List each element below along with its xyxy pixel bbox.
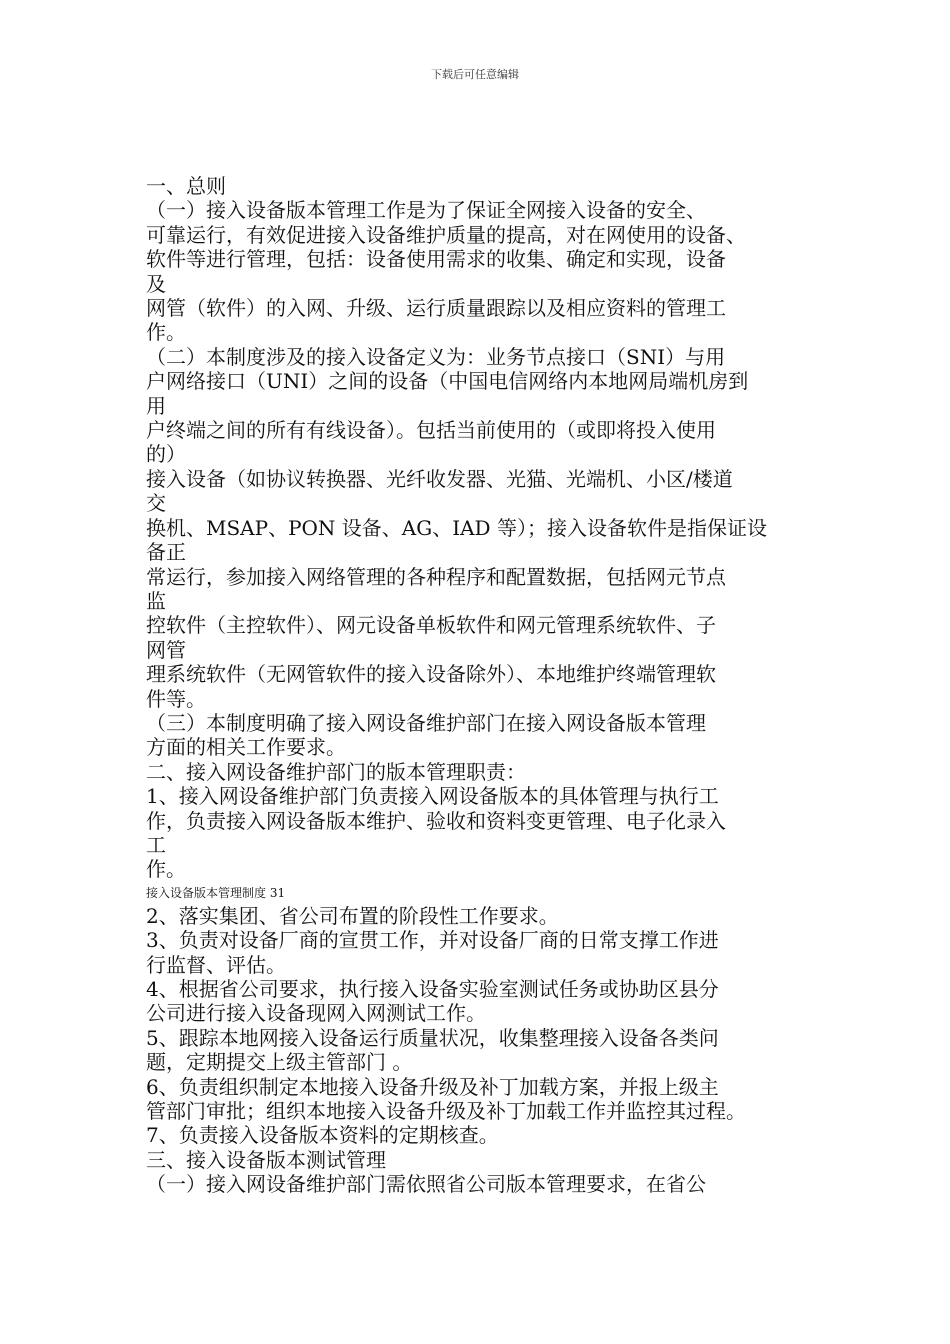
text-line: 2、落实集团、省公司布置的阶段性工作要求。 (146, 903, 559, 928)
page-header: 下载后可任意编辑 (431, 68, 519, 81)
text-line: 监 (146, 588, 166, 613)
text-line: 交 (146, 491, 166, 516)
text-line: （一）接入设备版本管理工作是为了保证全网接入设备的安全、 (146, 198, 706, 223)
text-line: 可靠运行，有效促进接入设备维护质量的提高，对在网使用的设备、 (146, 222, 746, 247)
text-line: 二、接入网设备维护部门的版本管理职责： (146, 759, 526, 784)
text-line: 工 (146, 832, 166, 857)
text-line: 网管 (146, 637, 186, 662)
text-line: 的） (146, 442, 186, 467)
text-line: 作。 (146, 857, 186, 882)
text-line: 件等。 (146, 686, 206, 711)
text-line: 户网络接口（UNI）之间的设备（中国电信网络内本地网局端机房到 (146, 369, 749, 394)
text-line: 一、总则 (146, 174, 226, 198)
text-line: 户终端之间的所有有线设备）。包括当前使用的（或即将投入使用 (146, 418, 716, 443)
text-line: 4、根据省公司要求，执行接入设备实验室测试任务或协助区县分 (146, 977, 719, 1001)
document-body (146, 174, 814, 1197)
text-line: （一）接入网设备维护部门需依照省公司版本管理要求，在省公 (146, 1172, 706, 1197)
text-line: 理系统软件（无网管软件的接入设备除外）、本地维护终端管理软 (146, 662, 716, 687)
text-line: 控软件（主控软件）、网元设备单板软件和网元管理系统软件、子 (146, 613, 716, 638)
text-line: 作，负责接入网设备版本维护、验收和资料变更管理、电子化录入 (146, 808, 726, 833)
text-line: 软件等进行管理，包括：设备使用需求的收集、确定和实现，设备 (146, 247, 726, 272)
text-line: 网管（软件）的入网、升级、运行质量跟踪以及相应资料的管理工 (146, 296, 726, 321)
text-line: 三、接入设备版本测试管理 (146, 1147, 386, 1172)
text-line: 常运行，参加接入网络管理的各种程序和配置数据，包括网元节点 (146, 564, 726, 589)
text-line: 5、跟踪本地网接入设备运行质量状况，收集整理接入设备各类问 (146, 1025, 719, 1050)
text-line: 用 (146, 393, 166, 418)
text-line: 接入设备（如协议转换器、光纤收发器、光猫、光端机、小区/楼道 (146, 466, 733, 491)
page-footer: 接入设备版本管理制度 31 (146, 885, 286, 900)
text-line: （三）本制度明确了接入网设备维护部门在接入网设备版本管理 (146, 710, 706, 735)
text-line: 3、负责对设备厂商的宣贯工作，并对设备厂商的日常支撑工作进 (146, 928, 719, 953)
text-line: 管部门审批；组织本地接入设备升级及补丁加载工作并监控其过程。 (146, 1099, 746, 1124)
text-line: 7、负责接入设备版本资料的定期核查。 (146, 1123, 499, 1148)
text-line: 行监督、评估。 (146, 952, 286, 977)
text-line: 6、负责组织制定本地接入设备升级及补丁加载方案，并报上级主 (146, 1074, 719, 1099)
text-line: 及 (146, 271, 166, 296)
text-line: 公司进行接入设备现网入网测试工作。 (146, 1001, 486, 1026)
text-line: 题，定期提交上级主管部门 。 (146, 1050, 413, 1075)
text-line: 作。 (146, 320, 186, 345)
text-line: 备正 (146, 540, 186, 565)
text-line: 换机、MSAP、PON 设备、AG、IAD 等）；接入设备软件是指保证设 (146, 515, 767, 540)
text-line: （二）本制度涉及的接入设备定义为：业务节点接口（SNI）与用 (146, 344, 726, 369)
text-line: 方面的相关工作要求。 (146, 735, 346, 760)
text-line: 1、接入网设备维护部门负责接入网设备版本的具体管理与执行工 (146, 784, 719, 809)
